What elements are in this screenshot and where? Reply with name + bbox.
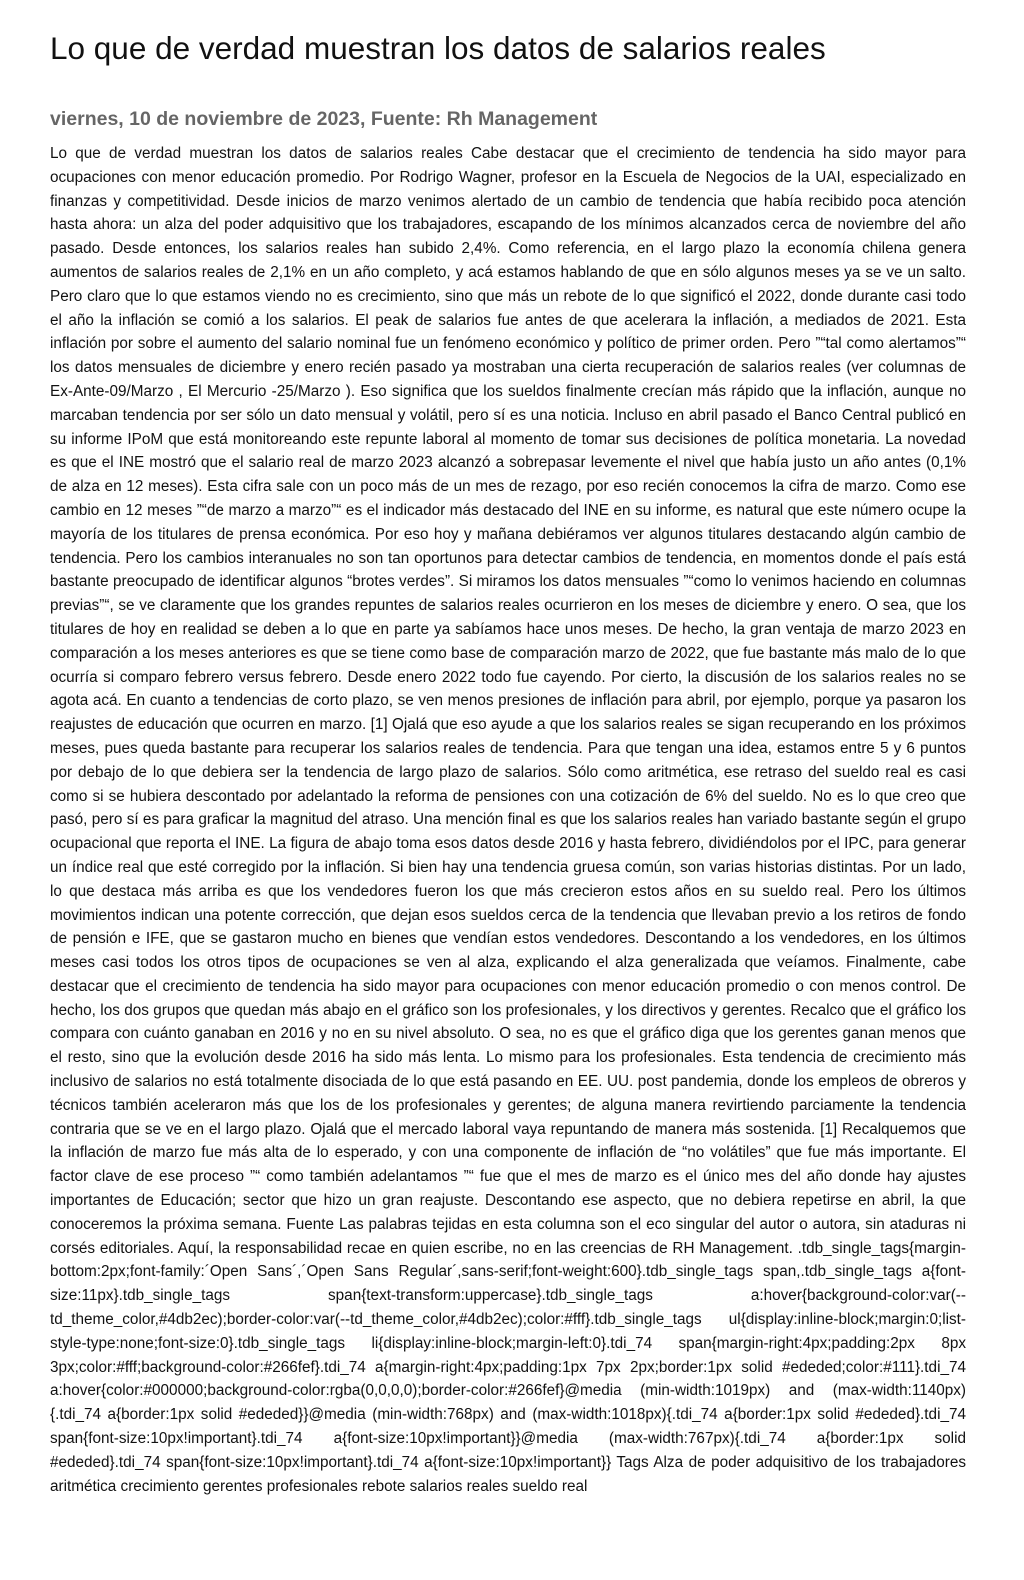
article-meta: viernes, 10 de noviembre de 2023, Fuente: Rh Management	[50, 108, 598, 130]
article-body: Lo que de verdad muestran los datos de salarios reales Cabe destacar que el crecimiento de tendencia ha sido mayor para ocupaciones con menor educación promedio. Por Rodrigo Wagner, profesor en la Escuela de Negocios de la UAI, especializado en finanzas y competitividad. Desde inicios de marzo venimos alertado de un cambio de tendencia que había recibido poca atención hasta ahora: un alza del poder adquisitivo que los trabajadores, escapando de los mínimos alcanzados cerca de noviembre del año pasado. Desde entonces, los salarios reales han subido 2,4%. Como referencia, en el largo plazo la economía chilena genera aumentos de salarios reales de 2,1% en un año completo, y acá estamos hablando de que en sólo algunos meses ya se ve un salto. Pero claro que lo que estamos viendo no es crecimiento, sino que más un rebote de lo que significó el 2022, donde durante casi todo el año la inflación se comió a los salarios. El peak de salarios fue antes de que acelerara la inflación, a mediados de 2021. Esta inflación por sobre el aumento del salario nominal fue un fenómeno económico y político de primer orden. Pero ”“tal como alertamos”“ los datos mensuales de diciembre y enero recién pasado ya mostraban una cierta recuperación de salarios reales (ver columnas de Ex-Ante-09/Marzo , El Mercurio -25/Marzo ). Eso significa que los sueldos finalmente crecían más rápido que la inflación, aunque no marcaban tendencia por ser sólo un dato mensual y volátil, pero sí es una noticia. Incluso en abril pasado el Banco Central publicó en su informe IPoM que está monitoreando este repunte laboral al momento de tomar sus decisiones de política monetaria. La novedad es que el INE mostró que el salario real de marzo 2023 alcanzó a sobrepasar levemente el nivel que había justo un año antes (0,1% de alza en 12 meses). Esta cifra sale con un poco más de un mes de rezago, por eso recién conocemos la cifra de marzo. Como ese cambio en 12 meses ”“de marzo a marzo”“ es el indicador más destacado del INE en su informe, es natural que este número ocupe la mayoría de los titulares de prensa económica. Por eso hoy y mañana debiéramos ver algunos titulares destacando algún cambio de tendencia. Pero los cambios interanuales no son tan oportunos para detectar cambios de tendencia, en momentos donde el país está bastante preocupado de identificar algunos “brotes verdes”. Si miramos los datos mensuales ”“como lo venimos haciendo en columnas previas”“, se ve claramente que los grandes repuntes de salarios reales ocurrieron en los meses de diciembre y enero. O sea, que los titulares de hoy en realidad se deben a lo que en parte ya sabíamos hace unos meses. De hecho, la gran ventaja de marzo 2023 en comparación a los meses anteriores es que se tiene como base de comparación marzo de 2022, que fue bastante más malo de lo que ocurría si comparo febrero versus febrero. Desde enero 2022 todo fue cayendo. Por cierto, la discusión de los salarios reales no se agota acá. En cuanto a tendencias de corto plazo, se ven menos presiones de inflación para abril, por ejemplo, porque ya pasaron los reajustes de educación que ocurren en marzo. [1] Ojalá que eso ayude a que los salarios reales se sigan recuperando en los próximos meses, pues queda bastante para recuperar los salarios reales de tendencia. Para que tengan una idea, estamos entre 5 y 6 puntos por debajo de lo que debiera ser la tendencia de largo plazo de salarios. Sólo como aritmética, ese retraso del sueldo real es casi como si se hubiera descontado por adelantado la reforma de pensiones con una cotización de 6% del sueldo. No es lo que creo que pasó, pero sí es para graficar la magnitud del atraso. Una mención final es que los salarios reales han variado bastante según el grupo ocupacional que reporta el INE. La figura de abajo toma esos datos desde 2016 y hasta febrero, dividiéndolos por el IPC, para generar un índice real que esté corregido por la inflación. Si bien hay una tendencia gruesa común, son varias historias distintas. Por un lado, lo que destaca más arriba es que los vendedores fueron los que más crecieron estos años en su sueldo real. Pero los últimos movimientos indican una potente corrección, que dejan esos sueldos cerca de la tendencia que llevaban previo a los retiros de fondo de pensión e IFE, que se gastaron mucho en bienes que vendían estos vendedores. Descontando a los vendedores, en los últimos meses casi todos los otros tipos de ocupaciones se ven al alza, explicando el alza generalizada que veíamos. Finalmente, cabe destacar que el crecimiento de tendencia ha sido mayor para ocupaciones con menor educación promedio o con menos control. De hecho, los dos grupos que quedan más abajo en el gráfico son los profesionales, y los directivos y gerentes. Recalco que el gráfico los compara con cuánto ganaban en 2016 y no en su nivel absoluto. O sea, no es que el gráfico diga que los gerentes ganan menos que el resto, sino que la evolución desde 2016 ha sido más lenta. Lo mismo para los profesionales. Esta tendencia de crecimiento más inclusivo de salarios no está totalmente disociada de lo que está pasando en EE. UU. post pandemia, donde los empleos de obreros y técnicos también aceleraron más que los de los profesionales y gerentes; de alguna manera revirtiendo parciamente la tendencia contraria que se ve en el largo plazo. Ojalá que el mercado laboral vaya repuntando de manera más sostenida. [1] Recalquemos que la inflación de marzo fue más alta de lo esperado, y con una componente de inflación de “no volátiles” que fue más importante. El factor clave de ese proceso ”“ como también adelantamos ”“ fue que el mes de marzo es el único mes del año donde hay ajustes importantes de Educación; sector que hizo un gran reajuste. Descontando ese aspecto, que no debiera repetirse en abril, la que conoceremos la próxima semana. Fuente Las palabras tejidas en esta columna son el eco singular del autor o autora, sin ataduras ni corsés editoriales. Aquí, la responsabilidad recae en quien escribe, no en las creencias de RH Management. .tdb_single_tags{margin-bottom:2px;font-family:´Open Sans´,´Open Sans Regular´,sans-serif;font-weight:600}.tdb_single_tags span,.tdb_single_tags a{font-size:11px}.tdb_single_tags span{text-transform:uppercase}.tdb_single_tags a:hover{background-color:var(--td_theme_color,#4db2ec);border-color:var(--td_theme_color,#4db2ec);color:#fff}.tdb_single_tags ul{display:inline-block;margin:0;list-style-type:none;font-size:0}.tdb_single_tags li{display:inline-block;margin-left:0}.tdi_74 span{margin-right:4px;padding:2px 8px 3px;color:#fff;background-color:#266fef}.tdi_74 a{margin-right:4px;padding:1px 7px 2px;border:1px solid #ededed;color:#111}.tdi_74 a:hover{color:#000000;background-color:rgba(0,0,0,0);border-color:#266fef}@media (min-width:1019px) and (max-width:1140px){.tdi_74 a{border:1px solid #ededed}}@media (min-width:768px) and (max-width:1018px){.tdi_74 a{border:1px solid #ededed}.tdi_74 span{font-size:10px!important}.tdi_74 a{font-size:10px!important}}@media (max-width:767px){.tdi_74 a{border:1px solid #ededed}.tdi_74 span{font-size:10px!important}.tdi_74 a{font-size:10px!important}} Tags Alza de poder adquisitivo de los trabajadores aritmética crecimiento gerentes profesionales rebote salarios reales sueldo real	[50, 145, 966, 1495]
article-title: Lo que de verdad muestran los datos de salarios reales	[50, 30, 826, 66]
